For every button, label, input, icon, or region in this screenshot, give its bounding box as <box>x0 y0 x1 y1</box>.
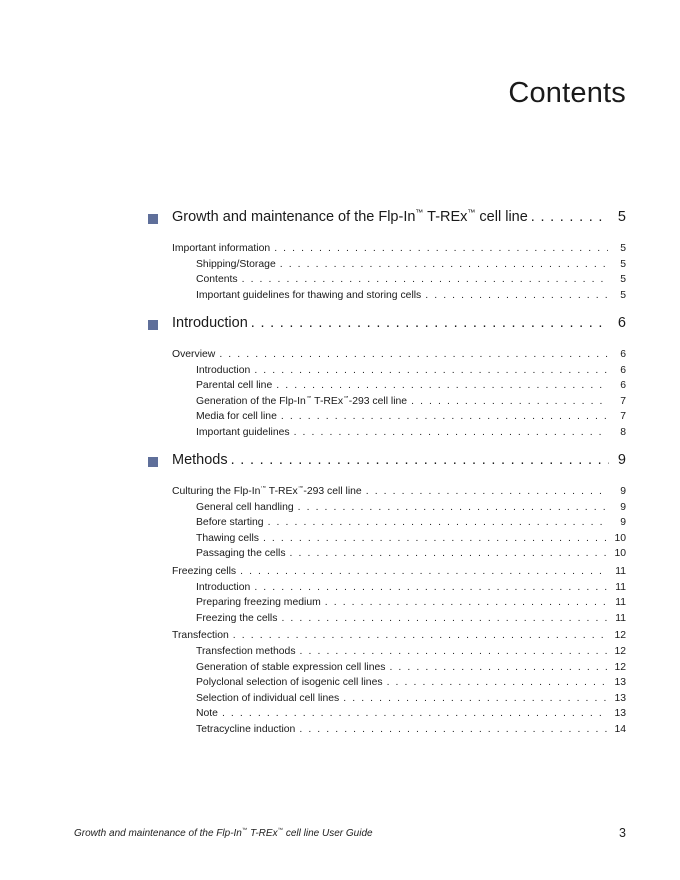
footer-document-title <box>74 828 373 839</box>
toc-entry-label <box>172 630 229 641</box>
label-text: T-REx <box>311 395 344 407</box>
toc-subentry[interactable] <box>196 677 626 688</box>
label-text: cell line <box>475 209 528 225</box>
toc-subentry-page-number: 11 <box>615 597 626 609</box>
label-text: Growth and maintenance of the Flp-In <box>172 209 416 225</box>
toc-entry-label <box>172 349 215 360</box>
dot-leader <box>280 259 608 270</box>
dot-leader <box>294 427 608 438</box>
trademark-symbol: ™ <box>415 209 424 218</box>
toc-subentry-label <box>196 517 264 528</box>
toc-subentry[interactable] <box>196 274 626 285</box>
toc-subentry[interactable] <box>196 582 626 593</box>
toc-entry-label <box>172 486 362 497</box>
label-text: Important information <box>172 243 271 254</box>
label-text: Freezing cells <box>172 566 237 577</box>
toc-subentry-page-number: 14 <box>614 724 626 735</box>
label-text: cell line User Guide <box>283 828 373 839</box>
dot-leader <box>233 630 608 641</box>
toc-subentry[interactable] <box>196 708 626 719</box>
toc-subentry-page-number: 13 <box>614 692 626 704</box>
label-text: -293 cell line <box>348 395 408 407</box>
dot-leader <box>343 693 608 704</box>
toc-subentry[interactable] <box>196 724 626 735</box>
toc-subentry-page-number: 12 <box>614 661 626 673</box>
label-text: Important guidelines <box>196 427 290 438</box>
toc-entry-page-number: 11 <box>615 566 626 577</box>
label-text: T-REx <box>247 828 278 839</box>
toc-entry-page-number: 9 <box>620 486 626 497</box>
label-text: Contents <box>196 274 238 286</box>
toc-section-entry-page-number: 5 <box>617 209 626 225</box>
label-text: Introduction <box>196 364 251 376</box>
toc-subentry-page-number: 10 <box>614 548 626 560</box>
toc-section-entry-label <box>172 315 248 331</box>
trademark-symbol: ™ <box>277 827 284 834</box>
toc-subentry[interactable] <box>196 646 626 657</box>
toc-subentry[interactable] <box>196 380 626 391</box>
toc-subentry-label <box>196 677 383 688</box>
toc-subentry-label <box>196 597 321 608</box>
trademark-symbol: ™ <box>260 486 267 492</box>
dot-leader <box>387 677 608 688</box>
toc-subentry-page-number: 11 <box>615 581 626 593</box>
dot-leader <box>254 365 608 376</box>
dot-leader <box>276 380 608 391</box>
dot-leader <box>425 290 608 301</box>
toc-subentry[interactable] <box>196 613 626 624</box>
toc-subentry-label <box>196 259 276 270</box>
toc-subentry-label <box>196 533 259 544</box>
dot-leader <box>242 274 608 285</box>
trademark-symbol: ™ <box>305 395 312 402</box>
toc-subentry-page-number: 9 <box>620 501 626 513</box>
toc-subentry[interactable] <box>196 517 626 528</box>
toc-entry[interactable] <box>172 243 626 254</box>
toc-subentry-label <box>196 290 421 301</box>
dot-leader <box>281 613 608 624</box>
dot-leader <box>300 646 608 657</box>
toc-subentry-label <box>196 662 385 673</box>
toc-entry[interactable] <box>172 349 626 360</box>
toc-subentry-page-number: 11 <box>615 612 626 624</box>
toc-entry-label <box>172 243 270 254</box>
dot-leader <box>299 724 608 735</box>
toc-section-entry[interactable] <box>172 452 626 468</box>
trademark-symbol: ™ <box>297 486 304 492</box>
toc-subentry-page-number: 5 <box>620 289 626 301</box>
toc-entry[interactable] <box>172 566 626 577</box>
toc-subentry-label <box>196 582 250 593</box>
toc-subentry-label <box>196 724 295 735</box>
toc-subentry[interactable] <box>196 396 626 407</box>
toc-subentry[interactable] <box>196 502 626 513</box>
toc-subentry-page-number: 5 <box>620 274 626 286</box>
toc-section-entry-page-number: 6 <box>617 315 626 331</box>
label-text: T-REx <box>266 486 298 497</box>
label-text: Generation of stable expression cell lines <box>196 661 386 673</box>
label-text: Freezing the cells <box>196 612 278 624</box>
dot-leader <box>366 486 608 497</box>
toc-subentry-label <box>196 380 272 391</box>
dot-leader <box>274 243 608 254</box>
label-text: Media for cell line <box>196 411 277 423</box>
dot-leader <box>251 315 609 331</box>
toc-section-entry-label <box>172 209 528 225</box>
toc-subentry[interactable] <box>196 533 626 544</box>
section-bullet-icon <box>148 214 158 224</box>
label-text: Introduction <box>196 581 251 593</box>
toc-subentry-label <box>196 548 286 559</box>
toc-entry[interactable] <box>172 486 626 497</box>
toc-subentry-page-number: 6 <box>620 364 626 376</box>
label-text: Note <box>196 708 218 720</box>
toc-section-entry-label <box>172 452 228 468</box>
dot-leader <box>531 209 609 225</box>
toc-entry[interactable] <box>172 630 626 641</box>
toc-subentry-label <box>196 502 294 513</box>
section-bullet-icon <box>148 457 158 467</box>
toc-subentry[interactable] <box>196 693 626 704</box>
dot-leader <box>231 452 609 468</box>
label-text: Polyclonal selection of isogenic cell lines <box>196 677 383 689</box>
toc-subentry[interactable] <box>196 597 626 608</box>
toc-subentry[interactable] <box>196 290 626 301</box>
trademark-symbol: ™ <box>241 827 248 834</box>
label-text: Important guidelines for thawing and storing cells <box>196 289 422 301</box>
footer-page-number: 3 <box>619 826 626 840</box>
toc-section-entry[interactable] <box>172 209 626 225</box>
dot-leader <box>281 411 608 422</box>
toc-entry-label <box>172 566 236 577</box>
toc-entry-page-number: 6 <box>620 349 626 360</box>
dot-leader <box>263 533 608 544</box>
trademark-symbol: ™ <box>467 209 476 218</box>
label-text: Introduction <box>172 315 248 331</box>
page-title: Contents <box>508 77 626 109</box>
toc-subentry-label <box>196 693 339 704</box>
toc-subentry-label <box>196 396 407 407</box>
dot-leader <box>240 566 608 577</box>
toc-subentry[interactable] <box>196 662 626 673</box>
label-text: General cell handling <box>196 501 294 513</box>
label-text: -293 cell line <box>303 486 362 497</box>
toc-subentry-label <box>196 427 290 438</box>
toc-subentry-page-number: 7 <box>620 411 626 423</box>
toc-subentry-label <box>196 613 277 624</box>
toc-subentry-page-number: 7 <box>620 395 626 407</box>
label-text: Tetracycline induction <box>196 724 296 735</box>
toc-subentry-page-number: 6 <box>620 380 626 392</box>
label-text: Preparing freezing medium <box>196 597 321 609</box>
dot-leader <box>298 502 608 513</box>
dot-leader <box>219 349 608 360</box>
toc-subentry-page-number: 10 <box>614 532 626 544</box>
toc-section-entry-page-number: 9 <box>617 452 626 468</box>
dot-leader <box>268 517 608 528</box>
toc-subentry[interactable] <box>196 259 626 270</box>
toc-subentry-label <box>196 411 277 422</box>
toc-entry-page-number: 5 <box>620 243 626 254</box>
toc-subentry-label <box>196 708 218 719</box>
toc-subentry[interactable] <box>196 427 626 438</box>
label-text: Passaging the cells <box>196 548 286 560</box>
toc-subentry[interactable] <box>196 365 626 376</box>
toc-subentry-label <box>196 365 250 376</box>
trademark-symbol: ™ <box>343 395 349 402</box>
section-bullet-icon <box>148 320 158 330</box>
toc-subentry-page-number: 9 <box>620 517 626 529</box>
toc-subentry-page-number: 12 <box>614 646 626 657</box>
toc-subentry-label <box>196 274 238 285</box>
toc-subentry[interactable] <box>196 411 626 422</box>
dot-leader <box>290 548 608 559</box>
label-text: T-REx <box>423 209 468 225</box>
label-text: Parental cell line <box>196 380 273 392</box>
label-text: Overview <box>172 349 216 360</box>
label-text: Thawing cells <box>196 532 259 544</box>
toc-subentry-page-number: 5 <box>620 258 626 270</box>
label-text: Shipping/Storage <box>196 258 276 270</box>
dot-leader <box>389 662 608 673</box>
label-text: Selection of individual cell lines <box>196 692 340 704</box>
toc-subentry-page-number: 13 <box>614 708 626 720</box>
dot-leader <box>254 582 608 593</box>
label-text: Methods <box>172 452 228 468</box>
toc-subentry-label <box>196 646 296 657</box>
toc-subentry-page-number: 8 <box>620 427 626 438</box>
label-text: Culturing the Flp-In <box>172 486 261 497</box>
label-text: Transfection methods <box>196 646 296 657</box>
label-text: Transfection <box>172 630 229 642</box>
label-text: Before starting <box>196 517 264 529</box>
toc-subentry[interactable] <box>196 548 626 559</box>
label-text: Growth and maintenance of the Flp-In <box>74 828 242 839</box>
toc-entry-page-number: 12 <box>614 630 626 642</box>
dot-leader <box>222 708 608 719</box>
label-text: Generation of the Flp-In <box>196 395 306 407</box>
toc-subentry-page-number: 13 <box>614 677 626 689</box>
dot-leader <box>411 396 608 407</box>
toc-section-entry[interactable] <box>172 315 626 331</box>
dot-leader <box>325 597 608 608</box>
